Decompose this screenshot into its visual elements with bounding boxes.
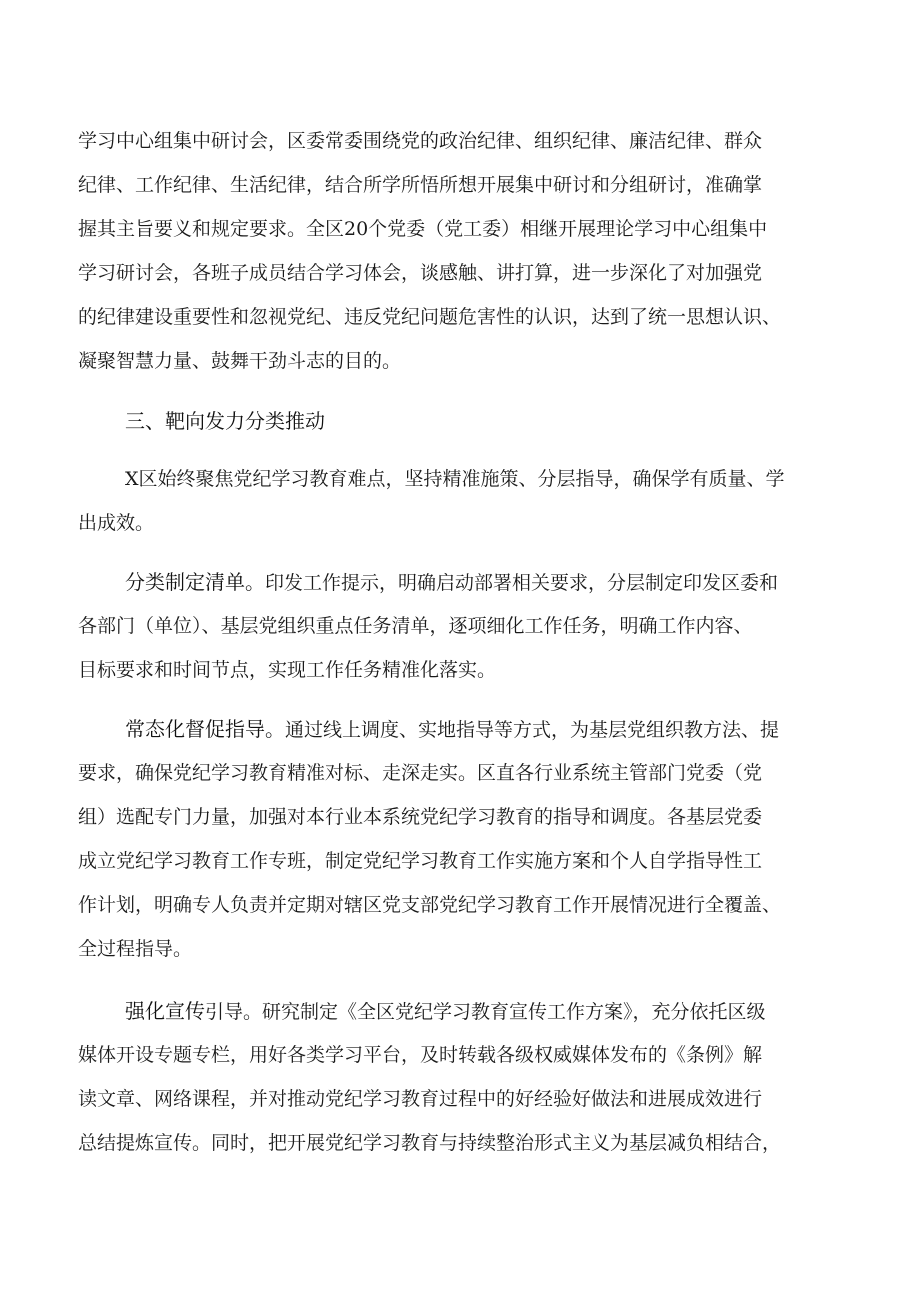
paragraph-lead: 分类制定清单。: [125, 570, 265, 594]
paragraph-line: 作计划，明确专人负责并定期对辖区党支部党纪学习教育工作开展情况进行全覆盖、: [78, 894, 782, 916]
paragraph-line: 总结提炼宣传。同时，把开展党纪学习教育与持续整治形式主义为基层减负相结合，: [78, 1132, 782, 1154]
paragraph-line: 握其主旨要义和规定要求。全区20个党委（党工委）相继开展理论学习中心组集中: [78, 218, 768, 240]
paragraph-line: X区始终聚焦党纪学习教育难点，坚持精准施策、分层指导，确保学有质量、学: [125, 468, 785, 490]
paragraph-line: 读文章、网络课程，并对推动党纪学习教育过程中的好经验好做法和进展成效进行: [78, 1088, 763, 1110]
paragraph-line: 出成效。: [78, 512, 155, 534]
paragraph-line: 要求，确保党纪学习教育精准对标、走深走实。区直各行业系统主管部门党委（党: [78, 762, 763, 784]
paragraph-lead: 强化宣传: [125, 999, 205, 1023]
paragraph-line: 学习研讨会，各班子成员结合学习体会，谈感触、讲打算，进一步深化了对加强党: [78, 262, 763, 284]
paragraph-line-first: [125, 567, 778, 597]
section-heading: 三、靶向发力分类推动: [125, 409, 325, 433]
paragraph-line: 媒体开设专题专栏，用好各类学习平台，及时转载各级权威媒体发布的《条例》解: [78, 1044, 763, 1066]
paragraph-line: 全过程指导。: [78, 938, 193, 960]
paragraph-line-first: [125, 996, 766, 1026]
paragraph-line: 各部门（单位）、基层党组织重点任务清单，逐项细化工作任务，明确工作内容、: [78, 615, 753, 637]
paragraph-lead: 常态化督促指导。: [125, 717, 285, 741]
paragraph-line: 学习中心组集中研讨会，区委常委围绕党的政治纪律、组织纪律、廉洁纪律、群众: [78, 130, 763, 152]
paragraph-line: 凝聚智慧力量、鼓舞干劲斗志的目的。: [78, 350, 402, 372]
paragraph-text: 通过线上调度、实地指导等方式，为基层党组织教方法、提: [285, 719, 780, 741]
paragraph-line: 的纪律建设重要性和忽视党纪、违反党纪问题危害性的认识，达到了统一思想认识、: [78, 306, 782, 328]
paragraph-line: 纪律、工作纪律、生活纪律，结合所学所悟所想开展集中研讨和分组研讨，准确掌: [78, 174, 763, 196]
paragraph-line: 组）选配专门力量，加强对本行业本系统党纪学习教育的指导和调度。各基层党委: [78, 806, 763, 828]
paragraph-text: 引导。研究制定《全区党纪学习教育宣传工作方案》，充分依托区级: [205, 1001, 766, 1023]
paragraph-text: 印发工作提示，明确启动部署相关要求，分层制定印发区委和: [265, 572, 779, 594]
paragraph-line-first: [125, 714, 779, 744]
paragraph-line: 目标要求和时间节点，实现工作任务精准化落实。: [78, 659, 497, 681]
paragraph-line: 成立党纪学习教育工作专班，制定党纪学习教育工作实施方案和个人自学指导性工: [78, 850, 763, 872]
